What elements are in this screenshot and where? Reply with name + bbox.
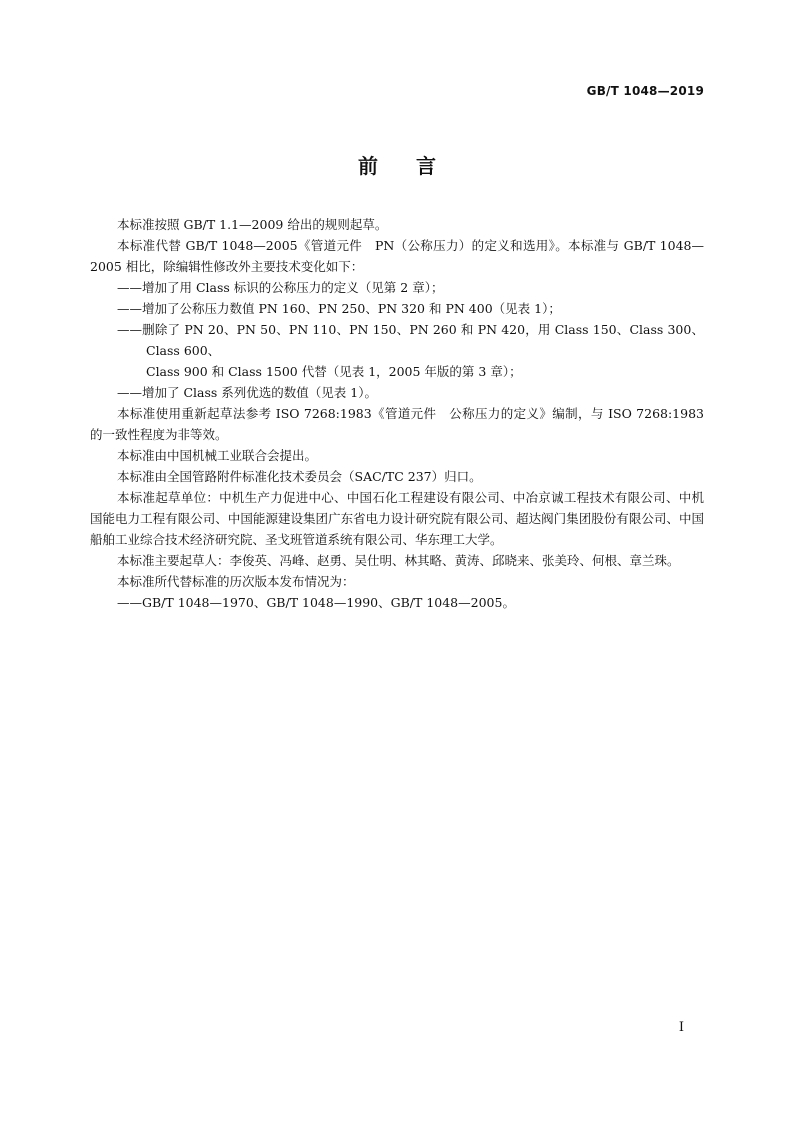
standard-number-header: GB/T 1048—2019: [586, 84, 704, 98]
paragraph-drafting-rules: 本标准按照 GB/T 1.1—2009 给出的规则起草。: [117, 217, 388, 232]
list-item-history-versions: ——GB/T 1048—1970、GB/T 1048—1990、GB/T 1048—2005。: [117, 595, 515, 610]
paragraph-proposed-by: 本标准由中国机械工业联合会提出。: [117, 448, 318, 463]
paragraph-drafters: 本标准主要起草人：李俊英、冯峰、赵勇、吴仕明、林其略、黄涛、邱晓来、张美玲、何根、章兰珠。: [117, 553, 680, 568]
list-item-change-2: ——增加了公称压力数值 PN 160、PN 250、PN 320 和 PN 400（见表 1）；: [117, 301, 561, 316]
paragraph-replacement: 本标准代替 GB/T 1048—2005《管道元件 PN（公称压力）的定义和选用》。本标准与 GB/T 1048—2005 相比，除编辑性修改外主要技术变化如下：: [90, 238, 704, 274]
page-title: 前言: [358, 154, 474, 178]
list-item-change-4: ——增加了 Class 系列优选的数值（见表 1）。: [117, 385, 377, 400]
list-item-change-3-cont: Class 900 和 Class 1500 代替（见表 1，2005 年版的第 3 章）；: [146, 364, 522, 379]
document-body: [90, 214, 704, 613]
paragraph-managed-by: 本标准由全国管路附件标准化技术委员会（SAC/TC 237）归口。: [117, 469, 482, 484]
paragraph-history: 本标准所代替标准的历次版本发布情况为：: [117, 574, 355, 589]
list-item-change-3: ——删除了 PN 20、PN 50、PN 110、PN 150、PN 260 和 PN 420，用 Class 150、Class 300、Class 600、: [117, 322, 704, 358]
page-number: I: [678, 1020, 684, 1035]
paragraph-iso-reference: 本标准使用重新起草法参考 ISO 7268:1983《管道元件 公称压力的定义》编制，与 ISO 7268:1983 的一致性程度为非等效。: [90, 406, 704, 442]
paragraph-drafting-units: 本标准起草单位：中机生产力促进中心、中国石化工程建设有限公司、中冶京诚工程技术有限公司、中机国能电力工程有限公司、中国能源建设集团广东省电力设计研究院有限公司、超达阀门集团股份有限公司、中国船舶工业综合技术经济研究院、圣戈班管道系统有限公司、华东理工大学。: [90, 490, 704, 547]
list-item-change-1: ——增加了用 Class 标识的公称压力的定义（见第 2 章）；: [117, 280, 444, 295]
